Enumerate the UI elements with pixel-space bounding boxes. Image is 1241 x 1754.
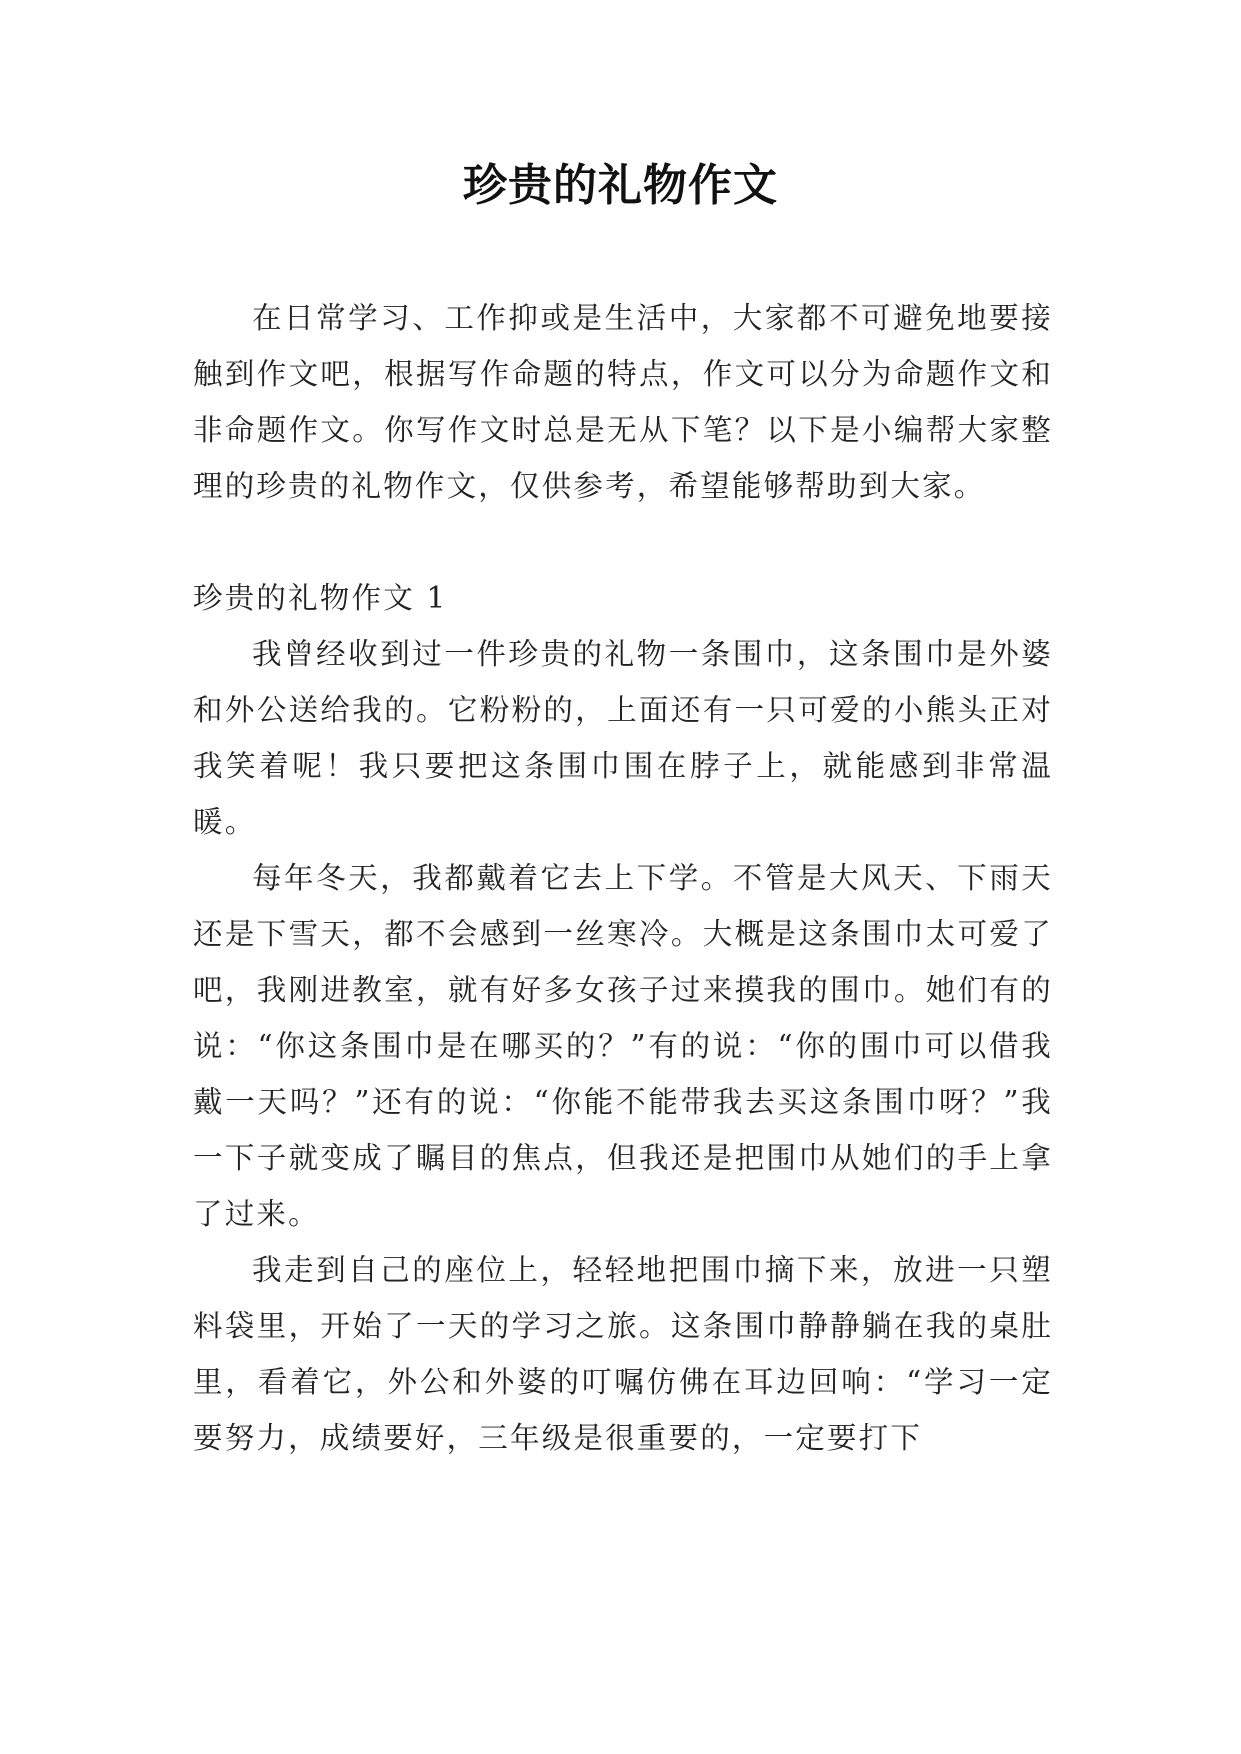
- document-title: 珍贵的礼物作文: [463, 160, 778, 211]
- body-paragraph: 我走到自己的座位上，轻轻地把围巾摘下来，放进一只塑料袋里，开始了一天的学习之旅。这条围巾静静躺在我的桌肚里，看着它，外公和外婆的叮嘱仿佛在耳边回响：“学习一定要努力，成绩要好，三年级是很重要的，一定要打下: [193, 1253, 1053, 1455]
- section-heading: 珍贵的礼物作文 1: [193, 581, 448, 615]
- document-body: [193, 290, 1053, 1466]
- intro-paragraph: 在日常学习、工作抑或是生活中，大家都不可避免地要接触到作文吧，根据写作命题的特点，作文可以分为命题作文和非命题作文。你写作文时总是无从下笔？以下是小编帮大家整理的珍贵的礼物作文，仅供参考，希望能够帮助到大家。: [193, 301, 1053, 503]
- body-paragraph: 每年冬天，我都戴着它去上下学。不管是大风天、下雨天还是下雪天，都不会感到一丝寒冷。大概是这条围巾太可爱了吧，我刚进教室，就有好多女孩子过来摸我的围巾。她们有的说：“你这条围巾是在哪买的？”有的说：“你的围巾可以借我戴一天吗？”还有的说：“你能不能带我去买这条围巾呀？”我一下子就变成了瞩目的焦点，但我还是把围巾从她们的手上拿了过来。: [193, 861, 1053, 1231]
- body-paragraph: 我曾经收到过一件珍贵的礼物一条围巾，这条围巾是外婆和外公送给我的。它粉粉的，上面还有一只可爱的小熊头正对我笑着呢！我只要把这条围巾围在脖子上，就能感到非常温暖。: [193, 637, 1053, 839]
